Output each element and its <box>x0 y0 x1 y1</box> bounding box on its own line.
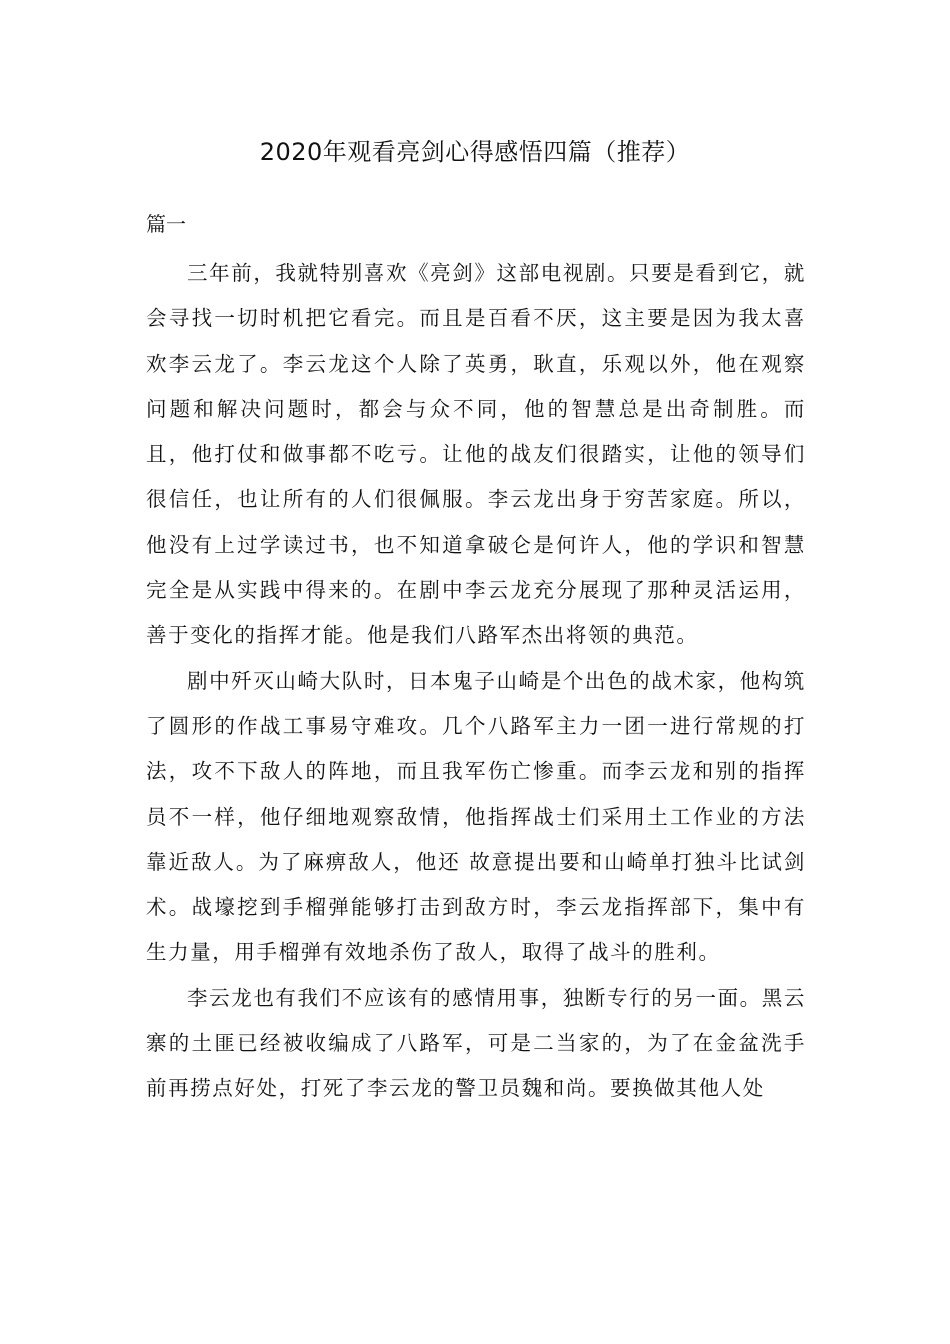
section-heading: 篇一 <box>146 212 186 236</box>
paragraph: 李云龙也有我们不应该有的感情用事，独断专行的另一面。黑云寨的土匪已经被收编成了八路军，可是二当家的，为了在金盆洗手前再捞点好处，打死了李云龙的警卫员魏和尚。要换做其他人处 <box>146 985 806 1101</box>
paragraph: 三年前，我就特别喜欢《亮剑》这部电视剧。只要是看到它，就会寻找一切时机把它看完。而且是百看不厌，这主要是因为我太喜欢李云龙了。李云龙这个人除了英勇，耿直，乐观以外，他在观察问题和解决问题时，都会与众不同，他的智慧总是出奇制胜。而且，他打仗和做事都不吃亏。让他的战友们很踏实，让他的领导们很信任，也让所有的人们很佩服。李云龙出身于穷苦家庭。所以，他没有上过学读过书，也不知道拿破仑是何许人，他的学识和智慧完全是从实践中得来的。在剧中李云龙充分展现了那种灵活运用，善于变化的指挥才能。他是我们八路军杰出将领的典范。 <box>146 261 806 648</box>
paragraph: 剧中歼灭山崎大队时，日本鬼子山崎是个出色的战术家，他构筑了圆形的作战工事易守难攻。几个八路军主力一团一进行常规的打法，攻不下敌人的阵地，而且我军伤亡惨重。而李云龙和别的指挥员不一样，他仔细地观察敌情，他指挥战士们采用土工作业的方法靠近敌人。为了麻痹敌人，他还 故意提出要和山崎单打独斗比试剑术。战壕挖到手榴弹能够打击到敌方时，李云龙指挥部下，集中有生力量，用手榴弹有效地杀伤了敌人，取得了战斗的胜利。 <box>146 668 806 965</box>
document-title: 2020年观看亮剑心得感悟四篇（推荐） <box>259 138 691 166</box>
document-body <box>146 251 806 1112</box>
